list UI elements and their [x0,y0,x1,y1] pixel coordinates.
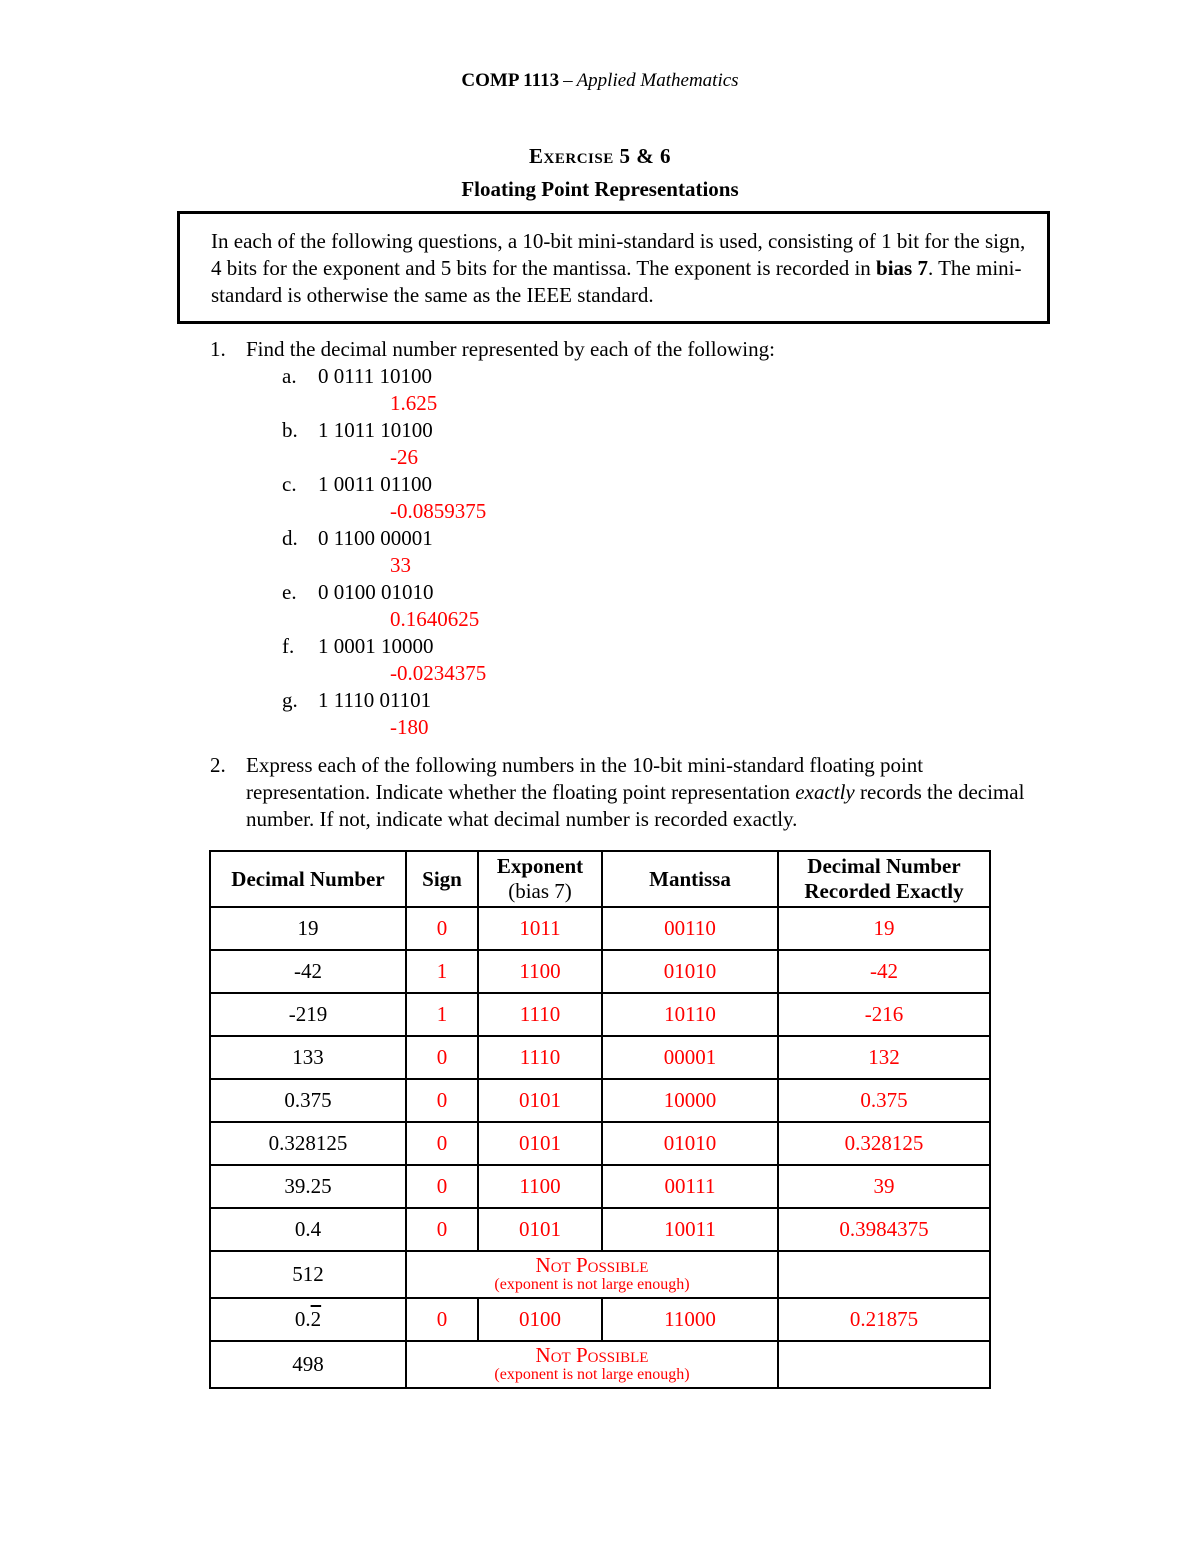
intro-text-1: In each of the following questions, a 10-bit mini-standard is used, consisting of 1 bit for the sign, 4 bits for the exponent and 5 bits for the mantissa. The exponent is recorded in [211,229,1026,280]
cell-exponent: 1011 [478,907,602,950]
cell-decimal: 512 [210,1251,406,1298]
cell-recorded: 0.375 [778,1079,990,1122]
header-exponent-note: (bias 7) [508,879,572,903]
cell-decimal: 0.328125 [210,1122,406,1165]
table-row [210,1208,990,1251]
course-subject: Applied Mathematics [576,70,739,91]
cell-exponent: 1110 [478,1036,602,1079]
table-row [210,950,990,993]
instructions-box [177,211,1050,324]
cell-recorded: 39 [778,1165,990,1208]
question-text-before: Express each of the following numbers in the 10-bit mini-standard floating point representation. Indicate whether the floating point representation [246,753,924,804]
cell-decimal: 0.4 [210,1208,406,1251]
cell-decimal: 0.375 [210,1079,406,1122]
cell-exponent: 1110 [478,993,602,1036]
item-bits: 1 1011 10100 [318,418,433,442]
cell-mantissa: 00001 [602,1036,778,1079]
cell-not-possible [406,1251,778,1298]
cell-decimal: 133 [210,1036,406,1079]
list-item [282,579,775,633]
question-number: 2. [210,753,226,777]
item-answer: -180 [390,715,429,739]
list-item [282,417,775,471]
header-exponent-label: Exponent [496,854,584,878]
item-letter: e. [282,580,297,604]
cell-mantissa: 00111 [602,1165,778,1208]
header-separator: – [563,70,573,91]
table-row [210,1122,990,1165]
cell-mantissa: 10000 [602,1079,778,1122]
table-row [210,1079,990,1122]
cell-recorded: 19 [778,907,990,950]
conversion-table [209,850,991,1389]
list-item [282,363,775,417]
item-answer: -0.0859375 [390,499,487,523]
list-item [282,687,775,741]
item-letter: d. [282,526,298,550]
cell-exponent: 0100 [478,1298,602,1341]
table-row [210,1036,990,1079]
page-header [0,70,1200,92]
cell-exponent: 1100 [478,1165,602,1208]
question-2 [210,752,1030,833]
cell-exponent: 0101 [478,1079,602,1122]
cell-decimal: -219 [210,993,406,1036]
item-bits: 0 1100 00001 [318,526,433,550]
item-answer: -26 [390,445,418,469]
item-bits: 1 0001 10000 [318,634,434,658]
cell-exponent: 1100 [478,950,602,993]
item-letter: a. [282,364,297,388]
list-item [282,633,775,687]
cell-mantissa: 10110 [602,993,778,1036]
repeating-digit: 2 [310,1307,322,1331]
question-emphasis: exactly [795,780,855,804]
cell-decimal: 39.25 [210,1165,406,1208]
table-row [210,1341,990,1388]
header-sign: Sign [406,851,478,907]
intro-text-2: . The mini-standard is otherwise the same as the IEEE standard. [211,256,1022,307]
question-text-after: records the decimal number. If not, indicate what decimal number is recorded exactly. [246,780,1025,831]
cell-sign: 0 [406,1165,478,1208]
cell-exponent: 0101 [478,1122,602,1165]
cell-sign: 0 [406,1079,478,1122]
cell-exponent: 0101 [478,1208,602,1251]
table-header-row [210,851,990,907]
item-letter: c. [282,472,297,496]
cell-recorded-empty [778,1341,990,1388]
table-row [210,1165,990,1208]
item-letter: b. [282,418,298,442]
item-answer: 0.1640625 [390,607,480,631]
table-row [210,907,990,950]
table-row [210,1251,990,1298]
question-1 [210,336,775,741]
cell-mantissa: 00110 [602,907,778,950]
item-letter: g. [282,688,298,712]
list-item [282,525,775,579]
table-row [210,993,990,1036]
cell-recorded: -42 [778,950,990,993]
item-answer: 33 [390,553,411,577]
course-code: COMP 1113 [461,70,560,91]
cell-sign: 0 [406,1036,478,1079]
cell-mantissa: 11000 [602,1298,778,1341]
question-text [246,752,1026,833]
cell-not-possible [406,1341,778,1388]
cell-recorded: 0.328125 [778,1122,990,1165]
item-bits: 1 1110 01101 [318,688,432,712]
cell-sign: 0 [406,1122,478,1165]
cell-recorded: 132 [778,1036,990,1079]
item-letter: f. [282,634,295,658]
table-row [210,1298,990,1341]
list-item [282,471,775,525]
item-bits: 0 0100 01010 [318,580,434,604]
exercise-subtitle: Floating Point Representations [461,177,739,201]
exercise-title: Exercise 5 & 6 [529,144,671,168]
cell-recorded-empty [778,1251,990,1298]
header-decimal-number: Decimal Number [210,851,406,907]
cell-mantissa: 10011 [602,1208,778,1251]
cell-sign: 0 [406,1298,478,1341]
cell-recorded: -216 [778,993,990,1036]
header-exponent [478,851,602,907]
not-possible-note: (exponent is not large enough) [494,1275,690,1293]
header-recorded-line1: Decimal Number [807,854,961,878]
not-possible-note: (exponent is not large enough) [494,1365,690,1383]
item-answer: -0.0234375 [390,661,487,685]
cell-decimal [210,1298,406,1341]
item-bits: 0 0111 10100 [318,364,432,388]
header-recorded-line2: Recorded Exactly [804,879,964,903]
item-answer: 1.625 [390,391,438,415]
intro-bold: bias 7 [876,256,928,280]
cell-decimal: 498 [210,1341,406,1388]
item-bits: 1 0011 01100 [318,472,432,496]
cell-sign: 1 [406,950,478,993]
not-possible-label: Not Possible [535,1342,649,1367]
cell-mantissa: 01010 [602,1122,778,1165]
not-possible-label: Not Possible [535,1252,649,1277]
cell-recorded: 0.21875 [778,1298,990,1341]
header-recorded-exactly [778,851,990,907]
decimal-prefix: 0. [294,1307,311,1331]
question-1-items [282,363,775,741]
cell-decimal: 19 [210,907,406,950]
question-number: 1. [210,337,226,361]
cell-sign: 0 [406,1208,478,1251]
cell-mantissa: 01010 [602,950,778,993]
cell-decimal: -42 [210,950,406,993]
cell-sign: 0 [406,907,478,950]
question-text: Find the decimal number represented by each of the following: [246,337,775,361]
cell-recorded: 0.3984375 [778,1208,990,1251]
header-mantissa: Mantissa [602,851,778,907]
cell-sign: 1 [406,993,478,1036]
